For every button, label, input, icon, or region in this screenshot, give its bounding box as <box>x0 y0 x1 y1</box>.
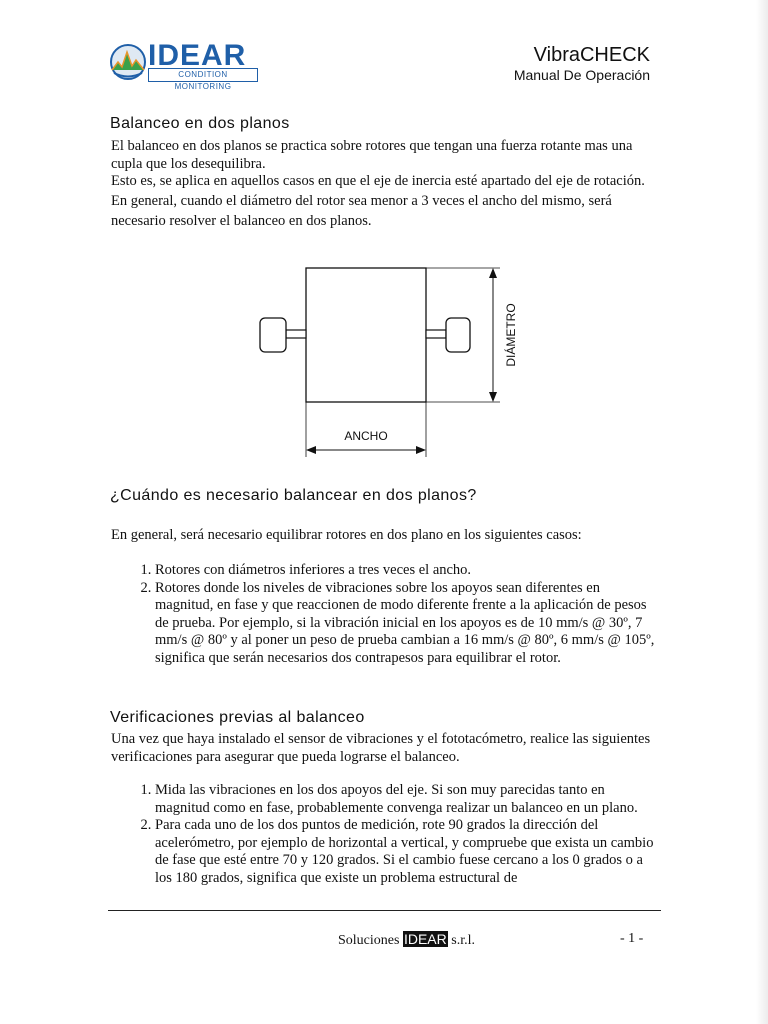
left-shaft <box>286 330 306 338</box>
width-arrow-left <box>306 446 316 454</box>
right-bearing <box>446 318 470 352</box>
logo-tagline: CONDITION MONITORING <box>148 68 258 82</box>
list-item: 1. Rotores con diámetros inferiores a tres veces el ancho. <box>155 562 656 580</box>
page-edge-shadow <box>756 0 768 1024</box>
logo-wordmark: IDEAR <box>148 39 247 72</box>
section-pre-checks-intro: Una vez que haya instalado el sensor de vibraciones y el fototacómetro, realice las siguientes verificaciones para asegurar que pueda lograrse el balanceo. <box>111 731 651 765</box>
paragraph: El balanceo en dos planos se practica sobre rotores que tengan una fuerza rotante mas una cupla que los desequilibra. <box>111 138 633 172</box>
list-item: 2. Para cada uno de los dos puntos de medición, rote 90 grados la dirección del acelerómetro, por ejemplo de horizontal a vertical, y compruebe que exista un cambio de fase que esté entre 70 y 120 grados. Si el cambio fuese cercano a los 0 grados o a los 180 grados, significa que existe un problema estructural de <box>155 817 656 887</box>
rotor-body <box>306 268 426 402</box>
width-arrow-right <box>416 446 426 454</box>
left-bearing <box>260 318 286 352</box>
pre-checks-list <box>111 782 656 887</box>
diameter-arrow-top <box>489 268 497 278</box>
when-needed-list <box>111 562 656 667</box>
width-label: ANCHO <box>344 429 388 443</box>
footer-brand: IDEAR <box>403 931 447 947</box>
footer-prefix: Soluciones <box>338 933 403 948</box>
logo-emblem-icon <box>108 40 148 84</box>
section-heading-two-plane: Balanceo en dos planos <box>110 115 290 132</box>
diameter-arrow-bottom <box>489 392 497 402</box>
section-heading-when-needed: ¿Cuándo es necesario balancear en dos planos? <box>110 487 477 504</box>
page-number: - 1 - <box>620 931 644 946</box>
list-item: 1. Mida las vibraciones en los dos apoyos del eje. Si son muy parecidas tanto en magnitud como en fase, probablemente convenga realizar un balanceo en un plano. <box>155 782 656 817</box>
diameter-label: DIÁMETRO <box>504 303 518 367</box>
list-item: 2. Rotores donde los niveles de vibraciones sobre los apoyos sean diferentes en magnitud, en fase y que reaccionen de modo diferente frente a la aplicación de pesos de prueba. Por ejemplo, si la vibración inicial en los apoyos es de 10 mm/s @ 30º, 7 mm/s @ 80º y al poner un peso de prueba cambian a 16 mm/s @ 80º, 6 mm/s @ 105º, significa que serán necesarios dos contrapesos para equilibrar el rotor. <box>155 580 656 668</box>
idear-logo <box>108 39 268 91</box>
section-when-needed-intro: En general, será necesario equilibrar rotores en dos plano en los siguientes casos: <box>111 527 582 543</box>
footer-divider <box>108 910 661 911</box>
paragraph: En general, cuando el diámetro del rotor sea menor a 3 veces el ancho del mismo, será necesario resolver el balanceo en dos planos. <box>111 192 612 229</box>
paragraph: Esto es, se aplica en aquellos casos en que el eje de inercia esté apartado del eje de rotación. <box>111 173 645 189</box>
document-subtitle: Manual De Operación <box>513 67 650 83</box>
section-two-plane-text <box>111 138 656 231</box>
rotor-diagram <box>250 262 520 462</box>
footer-suffix: s.r.l. <box>447 933 475 948</box>
section-heading-pre-checks: Verificaciones previas al balanceo <box>110 709 365 726</box>
document-title: VibraCHECK <box>533 44 650 66</box>
footer-company <box>338 931 475 949</box>
right-shaft <box>426 330 446 338</box>
